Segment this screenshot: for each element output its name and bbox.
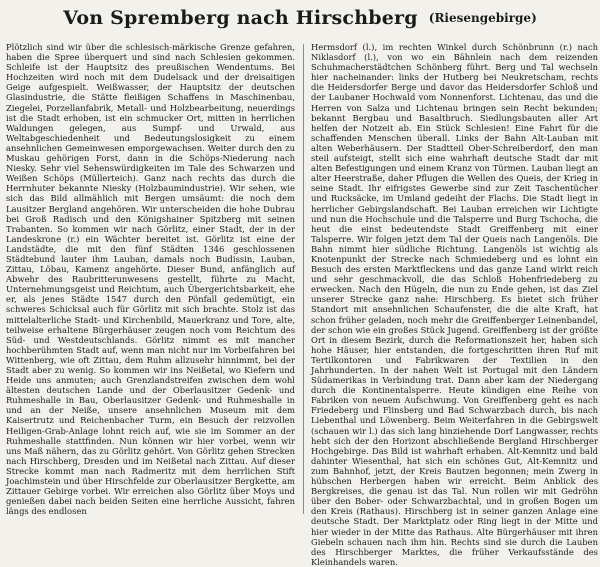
article-header xyxy=(0,7,600,41)
text-column-right xyxy=(311,42,598,567)
article-title: Von Spremberg nach Hirschberg xyxy=(63,7,418,29)
column-left-text: Plötzlich sind wir über die schlesisch-märkische Grenze gefahren, haben die Spree überquert und sind nach Schlesien gekommen. Schleife ist der Hauptsitz des preußischen Wendentums. Bei Hochzeiten wird noch mit dem Dudelsack und der dreisaitigen Geige aufgespielt. Weißwasser, der Hauptsitz der deutschen Glasindustrie, die Stätte fleißigen Schaffens in Maschinenbau, Ziegelei, Porzellanfabrik, Metall- und Holzbearbeitung, neuerdings ist die Stadt erhoben, ist ein schmucker Ort, mitten in herrlichen Waldungen gelegen, aus Sumpf- und Urwald, aus Weltabgeschiedenheit und Bedeutungslosigkeit zu einem ansehnlichen Gemeinwesen emporgewachsen. Weiter durch den zu Muskau gehörigen Forst, dann in die Schöps-Niederung nach Niesky. Sehr viel Sehenswürdigkeiten im Tale des Schwarzen und Weißen Schöps (Müllerteich). Ganz nach rechts das durch die Herrnhuter bekannte Niesky (Holzbaumindustrie). Wir sehen, wie sich das Bild allmählich mit Bergen umsäumt: die noch dem Lausitzer Bergland angehören. Wir unterscheiden die hohe Dubrau bei Groß Radisch und den Königshainer Spitzberg mit seinen Trabanten. So kommen wir nach Görlitz, einer Stadt, der in der Landeskrone (r.) ein Wächter bereitet ist. Görlitz ist eine der Landstädte, die mit den fünf Städten 1346 geschlossenen Städtebund lauter ihm Lauban, damals noch Budissin, Lauban, Zittau, Löbau, Kamenz angehörte. Dieser Bund, anfänglich auf Abwehr des Raubritterunwesens gestellt, führte zu Macht, Unternehmungsgeist und Reichtum, auch Übergerichtsbarkeit, ehe er, als jenes Städte 1547 durch den Pönfall gedemütigt, ein schweres Schicksal auch für Görlitz mit sich brachte. Stolz ist das mittelalterliche Stadt- und Kirchenbild, Mauerkranz und Tore, alte, teilweise erhaltene Bürgerhäuser zeugen noch vom Reichtum des Süd- und Westdeutschlands. Görlitz nimmt es mit mancher hochberühmten Stadt auf, wenn man nicht nur im Vorbeifahren bei Wittenberg, wie oft Zittau, dem Ruhm allzusehr hinnimmt, bei der Stadt aber zu wenig. So kommen wir ins Neißetal, wo Kiefern und Heide uns anmuten; auch Grenzlandstreifen zwischen dem wohl ältesten deutschen Lande und der Oberlausitzer Gedenk- und Ruhmeshalle in Bau, Oberlausitzer Gedenk- und Ruhmeshalle in und an der Neiße, unsere ansehnlichen Museum mit dem Kaisertrutz und Reichenbacher Turm, ein Besuch der reizvollen Heiligen-Grab-Anlage lohnt reich auf, wie sie im Sommer an der Ruhmeshalle stattfinden. Nun können wir hier vorbei, wenn wir uns Maß nähern, das zu Görlitz gehört. Von Görlitz gehen Strecken nach Hirschberg, Dresden und im Neißetal nach Zittau. Auf dieser Strecke kommt man nach Radmeritz mit dem herrlichen Stift Joachimstein und über Hirschfelde zur Oberlausitzer Bergkette, am Zittauer Gebirge vorbei. Wir erreichen also Görlitz über Moys und genießen dabei nach beiden Seiten eine herrliche Aussicht, fahren längs des endlosen xyxy=(6,42,295,517)
article-subtitle: (Riesengebirge) xyxy=(428,11,537,25)
column-divider xyxy=(303,44,304,514)
column-right-text: Hermsdorf (l.), im rechten Winkel durch Schönbrunn (r.) nach Niklasdorf (l.), von wo ein Bähnlein nach dem reizenden Schuhmacherstädtchen Schönberg führt. Berg und Tal wechseln hier nacheinander: links der Hutberg bei Neukretscham, rechts die Heidersdorfer Berge und davor das Heidersdorfer Schloß und der Laubaner Hochwald vom Nonnenforst. Lichtenau, das und die Herren von Salza und Lichtenau bringen sein Recht bekunden; bekannt Bergbau und Basaltbruch. Siedlungsbauten aller Art helfen der Notzeit ab. Ein Stück Schlesien! Eine Fahrt für die schaffenden Menschen überall. Links der Bahn Alt-Lauban mit alten Weberhäusern. Der Stadtteil Ober-Schreiberdorf, den man steil aufsteigt, stellt sich eine wahrhaft deutsche Stadt dar mit alten Befestigungen und einem Kranz von Türmen. Lauban liegt an alter Heerstraße, daher Pflugen die Wellen des Queis, der Krieg in seine Stadt. Ihr eifrigstes Gewerbe sind zur Zeit Taschentücher und Rucksäcke, im Umland gedeiht der Flachs. Die Stadt liegt in herrlicher Gebirgslandschaft. Bei Lauban erreichen wir Lichtigte und nun die Hochschule und die Talsperre und Burg Tschocha, die heut die einst bedeutendste Stadt Greiffenberg mit einer Talsperre. Wir folgen jetzt dem Tal der Queis nach Langenöls. Die Bahn nimmt hier südliche Richtung. Langenöls ist wichtig als Knotenpunkt der Strecke nach Schmiedeberg und es lohnt ein Besuch des ersten Marktfleckens und das ganze Land wirkt reich und sehr geschmackvoll, die das Schloß Hohenfriedeberg zu erwecken. Nach den Hügeln, die nun zu Ende gehen, ist das Ziel unserer Strecke ganz nahe: Hirschberg. Es bietet sich früher Standort mit ansehnlichen Schaufenster, die die alte Kraft, hat schon früher geladen, noch mehr die Greiffenberger Leinenbandel, der schon wie ein großes Stück Jugend. Greiffenberg ist der größte Ort in diesem Bezirk, durch die Reformationszeit her, haben sich hohe Häuser, hier entstanden, die fortgeschritten ihren Ruf mit Tertilkontoren und Fabrikwaren der Textilien in den Jahrhunderten. In der nahen Welt ist Portugal mit den Ländern Südamerikas in Verbindung trat. Dann aber kam der Niedergang durch die Kontinentalsperre. Heute kündigen eine Reihe von Fabriken von neuem Aufschwung. Von Greiffenberg geht es nach Friedeberg und Flinsberg und Bad Schwarzbach durch, bis nach Liebenthal und Löwenberg. Beim Weiterfahren in die Gebirgswelt (schauen wir l.) das sich lang hinziehende Dorf Langwasser, rechts hebt sich der den Horizont abschließende Bergland Hirschberger Hochgebirge. Das Bild ist wahrhaft erhaben. Alt-Kemnitz und bald dahinter Wiesenthal, hat sich ein schönes Gut, Alt-Kemnitz und zum Bahnhof, jetzt, der Kreis Bautzen begonnen; mein Zwerg in hübschen Herbergen haben wir erreicht. Beim Anblick des Bergkreises, die genau ist das Tal. Nun rollen wir mit Gedröhn über den Bober- oder Schwarzbachtal, und in großen Bogen um den Kreis (Rathaus). Hirschberg ist in seiner ganzen Anlage eine deutsche Stadt. Der Marktplatz oder Ring liegt in der Mitte und hier wieder in der Mitte das Rathaus. Alte Bürgerhäuser mit ihren Giebeln schauen nach ihm hin. Rechts sind sie durch die Lauben des Hirschberger Marktes, die früher Verkaufsstände des Kleinhandels waren. xyxy=(311,42,598,567)
text-column-left xyxy=(6,42,295,517)
